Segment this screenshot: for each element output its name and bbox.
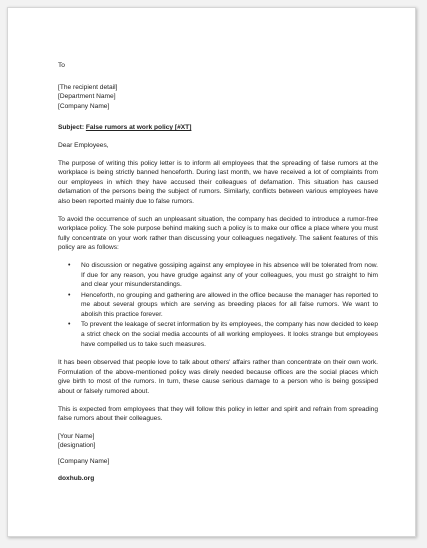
signature-block: [58, 432, 378, 467]
signature-company: [Company Name]: [58, 458, 110, 465]
signature-designation: [designation]: [58, 442, 96, 450]
bullet-icon: •: [68, 261, 71, 269]
list-item: [68, 261, 378, 290]
paragraph-policy-intro: To avoid the occurrence of such an unpleasant situation, the company has decided to introduce a rumor-free workplace policy. The sole purpose behind making such a policy is to make our office a place where you must fully concentrate on your work rather than discussing your colleagues negatively. The salient features of this policy are as follows:: [58, 215, 378, 252]
bullet-icon: •: [68, 321, 71, 329]
bullet-icon: •: [68, 291, 71, 299]
signature-name: [Your Name]: [58, 432, 95, 440]
salutation: Dear Employees,: [58, 141, 109, 149]
to-label: To: [58, 62, 65, 69]
subject-line: [58, 123, 378, 133]
list-item: [68, 291, 378, 320]
list-item-text: Henceforth, no grouping and gathering are allowed in the office because the manager has reported to me about several groups which are serving as breeding places for all false rumors. We want to abolish this practice forever.: [81, 291, 378, 318]
recipient-department: [Department Name]: [58, 93, 116, 101]
recipient-company: [Company Name]: [58, 102, 110, 110]
paragraph-purpose: The purpose of writing this policy letter is to inform all employees that the spreading of false rumors at the workplace is being strictly banned henceforth. During last month, we have received a lot of complaints from our employees in which they have accused their colleagues of defamation. This situation has caused defamation of the persons being the subject of rumors. Similarly, conflicts between various employees have also been reported mainly due to false rumors.: [58, 159, 378, 205]
list-item-text: No discussion or negative gossiping against any employee in his absence will be tolerated from now. If due for any reason, you have grudge against any of your colleagues, you must go straight to him and clear your misunderstandings.: [81, 261, 378, 289]
subject-title: False rumors at work policy [#XT]: [85, 124, 192, 132]
footer-site-label: doxhub.org: [58, 474, 95, 482]
policy-features-list: [58, 261, 378, 349]
paragraph-expectation: This is expected from employees that they will follow this policy in letter and spirit and refrain from spreading false rumors about their colleagues.: [58, 405, 378, 423]
document-page: [7, 7, 416, 537]
letter-body: [58, 61, 378, 483]
recipient-detail: [The recipient detail]: [58, 83, 118, 91]
list-item-text: To prevent the leakage of secret information by its employees, the company has now decided to keep a strict check on the social media accounts of all working employees. It looks strange but employees have compelled us to take such measures.: [81, 321, 378, 348]
paragraph-observation: It has been observed that people love to talk about others' affairs rather than concentrate on their own work. Formulation of the above-mentioned policy was direly needed because offices are the social places which give birth to most of the rumors. In turn, these cause serious damage to a person who is being gossiped about or falsely rumored about.: [58, 359, 378, 396]
subject-label: Subject:: [58, 124, 85, 132]
recipient-block: [58, 83, 378, 112]
list-item: [68, 320, 378, 349]
